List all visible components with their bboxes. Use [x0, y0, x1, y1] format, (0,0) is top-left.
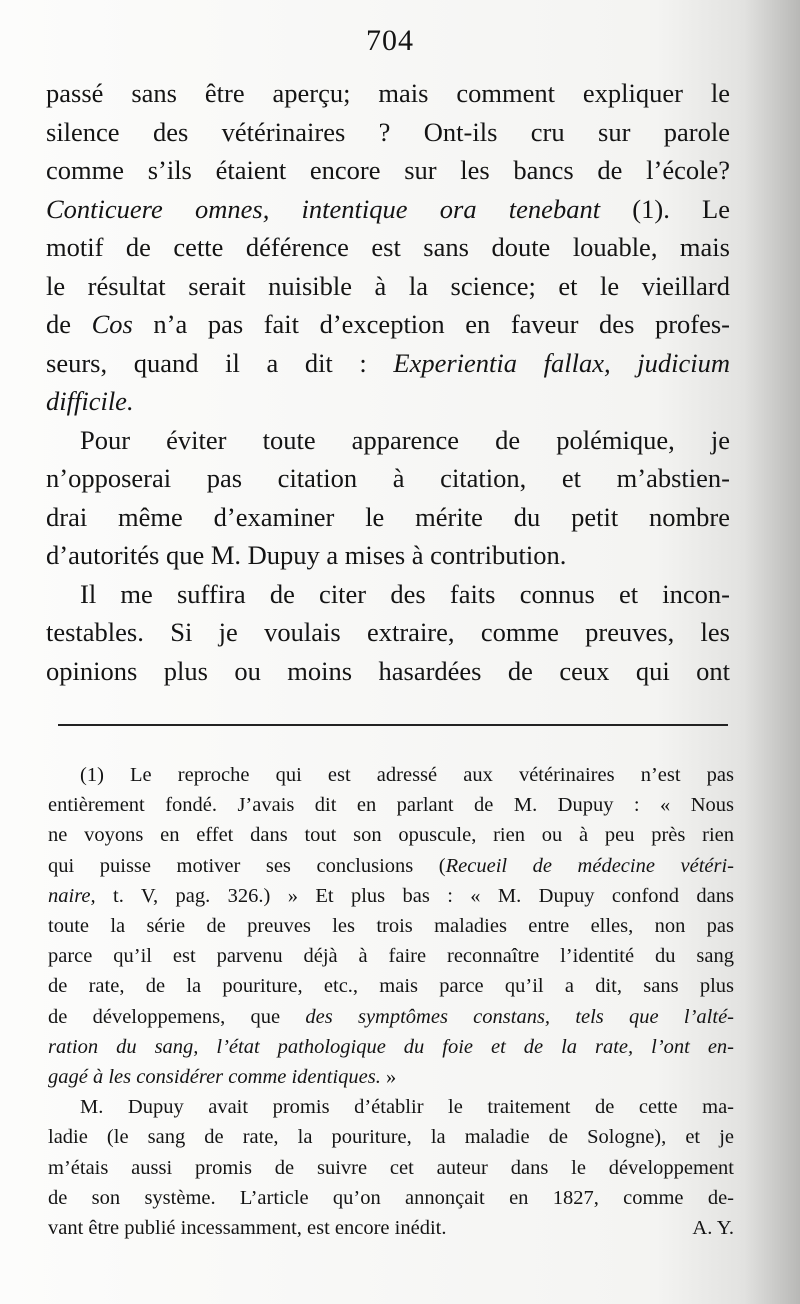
paragraph-1 [46, 74, 730, 421]
latin-maxim: Experientia fallax, judicium [393, 347, 730, 378]
author-signature: A. Y. [692, 1217, 734, 1240]
note-line: (1) Le reproche qui est adressé aux vétérinaires n’est pas [80, 764, 734, 786]
text-line: testables. Si je voulais extraire, comme preuves, les [46, 617, 730, 647]
note-line: naire, t. V, pag. 326.) » Et plus bas : « M. Dupuy confond dans [48, 884, 734, 907]
text-line: drai même d’examiner le mérite du petit nombre [46, 501, 730, 532]
page-number: 704 [366, 24, 414, 57]
paragraph-3 [46, 575, 730, 691]
journal-title: Recueil de médecine vétéri- [445, 854, 734, 877]
text-line: n’opposerai pas citation à citation, et m’abstien- [46, 463, 730, 493]
note-line: de développemens, que des symptômes constans, tels que l’alté- [48, 1005, 734, 1028]
text-line: opinions plus ou moins hasardées de ceux qui ont [46, 655, 730, 686]
note-line: M. Dupuy avait promis d’établir le traitement de cette ma- [80, 1096, 734, 1119]
footnotes [48, 760, 734, 1243]
text-line: Il me suffira de citer des faits connus et incon- [80, 578, 730, 609]
note-line [48, 1032, 734, 1062]
quoted-passage-cont: ration du sang, l’état pathologique du foie et de la rate, l’ont en- [48, 1035, 734, 1058]
note-line: ne voyons en effet dans tout son opuscule, rien ou à peu près rien [48, 824, 734, 847]
text-line [46, 382, 730, 421]
text-line: seurs, quand il a dit : Experientia fallax, judicium [46, 347, 730, 378]
note-line: toute la série de preuves les trois maladies entre elles, non pas [48, 915, 734, 938]
paragraph-2 [46, 421, 730, 575]
note-line: vant être publié incessamment, est encore inédit. A. Y. [48, 1213, 734, 1243]
note-line: ladie (le sang de rate, la pouriture, la maladie de Sologne), et je [48, 1126, 734, 1149]
place-name: Cos [91, 309, 133, 339]
note-line: gagé à les considérer comme identiques. » [48, 1066, 397, 1089]
text-line: de Cos n’a pas fait d’exception en faveur des profes- [46, 309, 731, 339]
text-line: le résultat serait nuisible à la science; et le vieillard [46, 270, 730, 301]
text-line: Pour éviter toute apparence de polémique, je [80, 424, 730, 455]
text-line: silence des vétérinaires ? Ont-ils cru sur parole [46, 116, 730, 147]
text-line: comme s’ils étaient encore sur les bancs de l’école? [46, 155, 730, 185]
footnote-1 [48, 760, 734, 1092]
footnote-2 [48, 1092, 734, 1243]
latin-maxim-end: difficile. [46, 386, 134, 416]
latin-quotation: Conticuere omnes, intentique ora tenebant [46, 193, 601, 224]
main-text [46, 74, 730, 690]
footnote-separator [58, 724, 728, 726]
text-line: Conticuere omnes, intentique ora tenebant (1). Le [46, 193, 730, 224]
note-line: m’étais aussi promis de suivre cet auteur dans le développement [48, 1156, 734, 1179]
text-line: d’autorités que M. Dupuy a mises à contribution. [46, 540, 567, 570]
text-line: passé sans être aperçu; mais comment expliquer le [46, 78, 730, 108]
journal-title-end: naire, [48, 884, 96, 907]
note-line: entièrement fondé. J’avais dit en parlant de M. Dupuy : « Nous [48, 794, 734, 817]
note-line: parce qu’il est parvenu déjà à faire reconnaître l’identité du sang [48, 945, 734, 968]
note-line: de rate, de la pouriture, etc., mais parce qu’il a dit, sans plus [48, 975, 734, 998]
quoted-passage: des symptômes constans, tels que l’alté- [305, 1005, 734, 1028]
note-line: de son système. L’article qu’on annonçait en 1827, comme de- [48, 1186, 734, 1209]
quoted-passage-end: gagé à les considérer comme identiques. [48, 1066, 381, 1089]
note-line: qui puisse motiver ses conclusions (Recueil de médecine vétéri- [48, 854, 734, 877]
text-line: motif de cette déférence est sans doute louable, mais [46, 232, 730, 262]
